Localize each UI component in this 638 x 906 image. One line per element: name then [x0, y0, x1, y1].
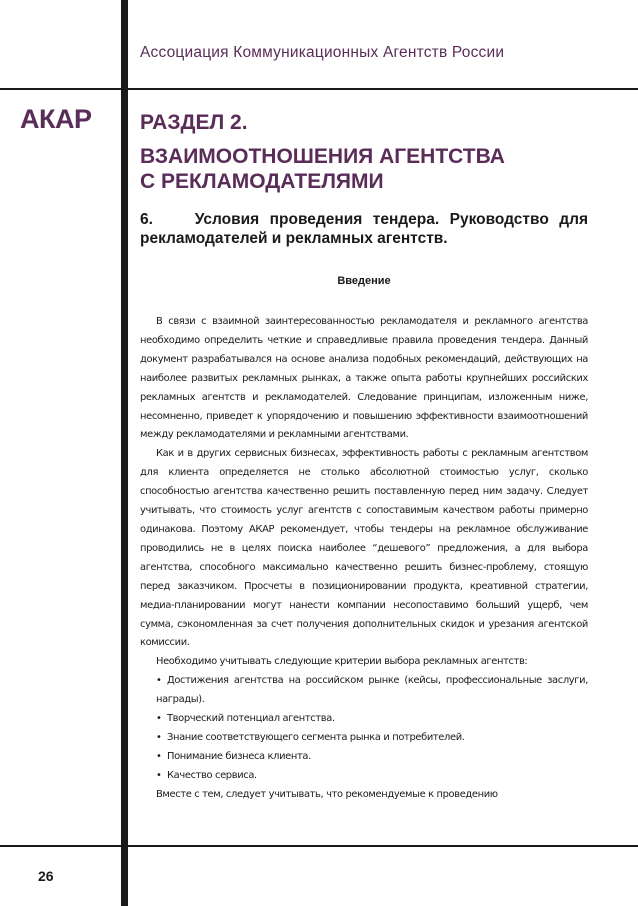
akar-logo: АКАР — [20, 104, 92, 134]
list-item: • Знание соответствующего сегмента рынка и потребителей. — [140, 729, 588, 748]
body-text — [140, 313, 588, 805]
organization-name: Ассоциация Коммуникационных Агентств России — [140, 44, 505, 61]
section-title-line1: ВЗАИМООТНОШЕНИЯ АГЕНТСТВА — [140, 145, 505, 168]
bullet-icon: • — [156, 750, 162, 762]
paragraph: Необходимо учитывать следующие критерии выбора рекламных агентств: — [156, 656, 528, 668]
paragraph: В связи с взаимной заинтересованностью рекламодателя и рекламного агентства необходимо определить четкие и справедливые правила проведения тендера. Данный документ разрабатывался на основе анализа подобных рекомендаций, действующих на наиболее развитых рекламных рынках, а также опыта работы крупнейших российских рекламных агентств и рекламодателей. Следование принципам, изложенным ниже, несомненно, приведет к упорядочению и повышению эффективности взаимоотношений между рекламодателями и рекламными агентствами. — [140, 316, 588, 441]
page-number: 26 — [38, 868, 54, 884]
section-title — [140, 144, 505, 194]
bullet-icon: • — [156, 713, 162, 725]
bullet-icon: • — [156, 675, 162, 687]
header-rule — [0, 88, 638, 90]
list-item: • Качество сервиса. — [140, 767, 588, 786]
section-title-line2: С РЕКЛАМОДАТЕЛЯМИ — [140, 170, 384, 193]
list-item: • Достижения агентства на российском рынке (кейсы, профессиональные заслуги, награды). — [140, 672, 588, 710]
paragraph: Как и в других сервисных бизнесах, эффективность работы с рекламным агентством для клиента определяется не столько абсолютной стоимостью услуг, сколько способностью агентства качественно решить поставленную перед ним задачу. Следует учитывать, что стоимость услуг агентств с сопоставимым качеством работы примерно одинакова. Поэтому АКАР рекомендует, чтобы тендеры на рекламное обслуживание проводились не в целях поиска наиболее “дешевого” предложения, а для выбора агентства, способного максимально качественно решить бизнес-проблему, стоящую перед заказчиком. Просчеты в позиционировании продукта, креативной стратегии, медиа-планировании могут нанести компании несопоставимо больший ущерб, чем сумма, сэкономленная за счет получения дополнительных скидок и урезания агентской комиссии. — [140, 448, 588, 649]
list-item: • Понимание бизнеса клиента. — [140, 748, 588, 767]
bullet-icon: • — [156, 731, 162, 743]
paragraph: Вместе с тем, следует учитывать, что рекомендуемые к проведению — [156, 788, 498, 800]
footer-rule — [0, 845, 638, 847]
subheading: 6. Условия проведения тендера. Руководство для рекламодателей и рекламных агентств. — [140, 211, 588, 247]
bullet-icon: • — [156, 769, 162, 781]
list-item: • Творческий потенциал агентства. — [140, 710, 588, 729]
intro-heading: Введение — [337, 275, 391, 287]
criteria-list — [140, 672, 588, 785]
section-label: РАЗДЕЛ 2. — [140, 111, 248, 134]
vertical-rule — [121, 0, 128, 906]
